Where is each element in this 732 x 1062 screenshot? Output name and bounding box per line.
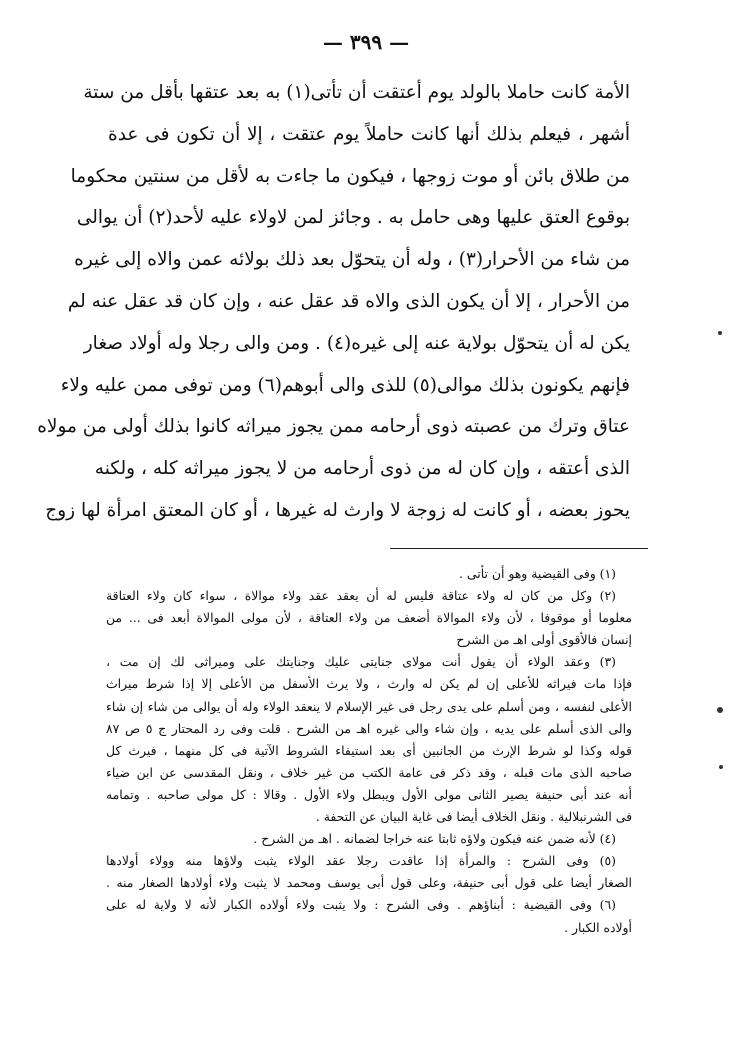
scan-speck xyxy=(717,707,723,713)
footnote-line: أولاده الكبار . xyxy=(564,919,632,935)
page-number: — ٣٩٩ — xyxy=(322,30,410,54)
main-text-line: يحوز بعضه ، أو كانت له زوجة لا وارث له غيرها ، أو كان المعتق امرأة لها زوج xyxy=(45,499,630,521)
footnote-line: (٦) وفى القيضية : أبناؤهم . وفى الشرح : ولا يثبت ولاء أولاده الكبار لأنه لا ولاية له على xyxy=(106,897,616,913)
scan-speck xyxy=(718,331,722,335)
footnote-divider xyxy=(390,548,648,549)
main-text-line: عتاق وترك من عصبته ذوى أرحامه ممن يجوز ميراثه كانوا بذلك أولى من مولاه xyxy=(37,416,630,438)
main-text xyxy=(37,72,630,532)
footnote-line: (٢) وكل من كان له ولاء عتاقة فليس له أن يعقد عقد ولاء موالاة ، سواء كان ولاء العتاقة xyxy=(106,588,616,604)
scan-speck xyxy=(719,765,723,769)
footnote-line: (٣) وعقد الولاء أن يقول أنت مولاى جنايتى عليك وجنايتك على وميراثى لك إن مت ، xyxy=(106,654,616,670)
main-text-line: من الأحرار ، إلا أن يكون الذى والاه قد عقل عنه ، وإن كان قد عقل عنه لم xyxy=(67,290,630,312)
footnote-line: (١) وفى القيضية وهو أن تأتى . xyxy=(459,566,616,581)
footnote-line: أنه عند أبى حنيفة يصير الثانى مولى الأول ويبطل ولاء الأول . وقالا : كل مولى صاحبه . وتمامه xyxy=(106,786,632,802)
footnote-line: قوله وكذا لو شرط الإرث من الجانبين أى بعد استيفاء الشروط الآتية فى كل منهما ، فيرث كل xyxy=(106,742,632,758)
footnotes xyxy=(106,563,632,939)
main-text-line: يكن له أن يتحوّل بولاية عنه إلى غيره(٤) . ومن والى رجلا وله أولاد صغار xyxy=(83,332,630,354)
main-text-line: الذى أعتقه ، وإن كان له من ذوى أرحامه من لا يجوز ميراثه كله ، ولكنه xyxy=(94,458,630,480)
main-text-line: من شاء من الأحرار(٣) ، وله أن يتحوّل بعد ذلك بولائه عمن والاه إلى غيره xyxy=(74,249,630,271)
main-text-line: فإنهم يكونون بذلك موالى(٥) للذى والى أبوهم(٦) ومن توفى ممن عليه ولاء xyxy=(60,374,630,396)
footnote-line: الأعلى لنفسه ، ومن أسلم على يدى رجل فى غير الإسلام لا ينعقد الولاء وله أن يوالى من شاء إن شاء xyxy=(106,698,632,714)
footnote-line: الصغار أيضا على قول أبى حنيفة، وعلى قول أبى يوسف ومحمد لا يثبت ولاء أولادها الصغار منه . xyxy=(106,875,632,891)
main-text-line: بوقوع العتق عليها وهى حامل به . وجائز لمن لاولاء عليه لأحد(٢) أن يوالى xyxy=(76,207,630,229)
footnote-line: والى الذى أسلم على يديه ، وإن شاء والى غيره اهـ من الشرح . قلت وفى رد المحتار ج ٥ ص ٨٧ xyxy=(106,720,632,736)
footnote-line: إنسان فالأقوى أولى اهـ من الشرح xyxy=(456,632,632,648)
main-text-line: من طلاق بائن أو موت زوجها ، فيكون ما جاءت به لأقل من سنتين محكوما xyxy=(70,165,630,187)
footnote-line: صاحبه الذى مات قبله ، وقد ذكر فى عامة الكتب من غير خلاف ، ونقل المقدسى عن ابن ضياء xyxy=(106,764,632,780)
footnote-line: معلوما أو موقوفا ، لأن ولاء الموالاة أضعف من ولاء العتاقة ، لأن مولى الموالاة أبعد فى ... من xyxy=(106,610,632,626)
main-text-line: الأمة كانت حاملا بالولد يوم أعتقت أن تأتى(١) به بعد عتقها بأقل من ستة xyxy=(83,82,630,103)
footnote-line: فإذا مات فيراثه للأعلى إن لم يكن له وارث ، ولا يرث الأسفل من الأعلى إلا إذا شرط ميراث xyxy=(106,676,632,692)
footnote-line: (٥) وفى الشرح : والمرأة إذا عاقدت رجلا عقد الولاء يثبت ولاؤها منه وولاء أولادها xyxy=(106,853,616,869)
footnote-line: فى الشرنبلالية . ونقل الخلاف أيضا فى غاية البيان عن التحفة . xyxy=(315,809,632,825)
main-text-line: أشهر ، فيعلم بذلك أنها كانت حاملاً يوم عتقت ، إلا أن تكون فى عدة xyxy=(108,123,630,145)
footnote-line: (٤) لأنه ضمن عنه فيكون ولاؤه ثابتا عنه خراجا لضمانه . اهـ من الشرح . xyxy=(253,831,616,847)
